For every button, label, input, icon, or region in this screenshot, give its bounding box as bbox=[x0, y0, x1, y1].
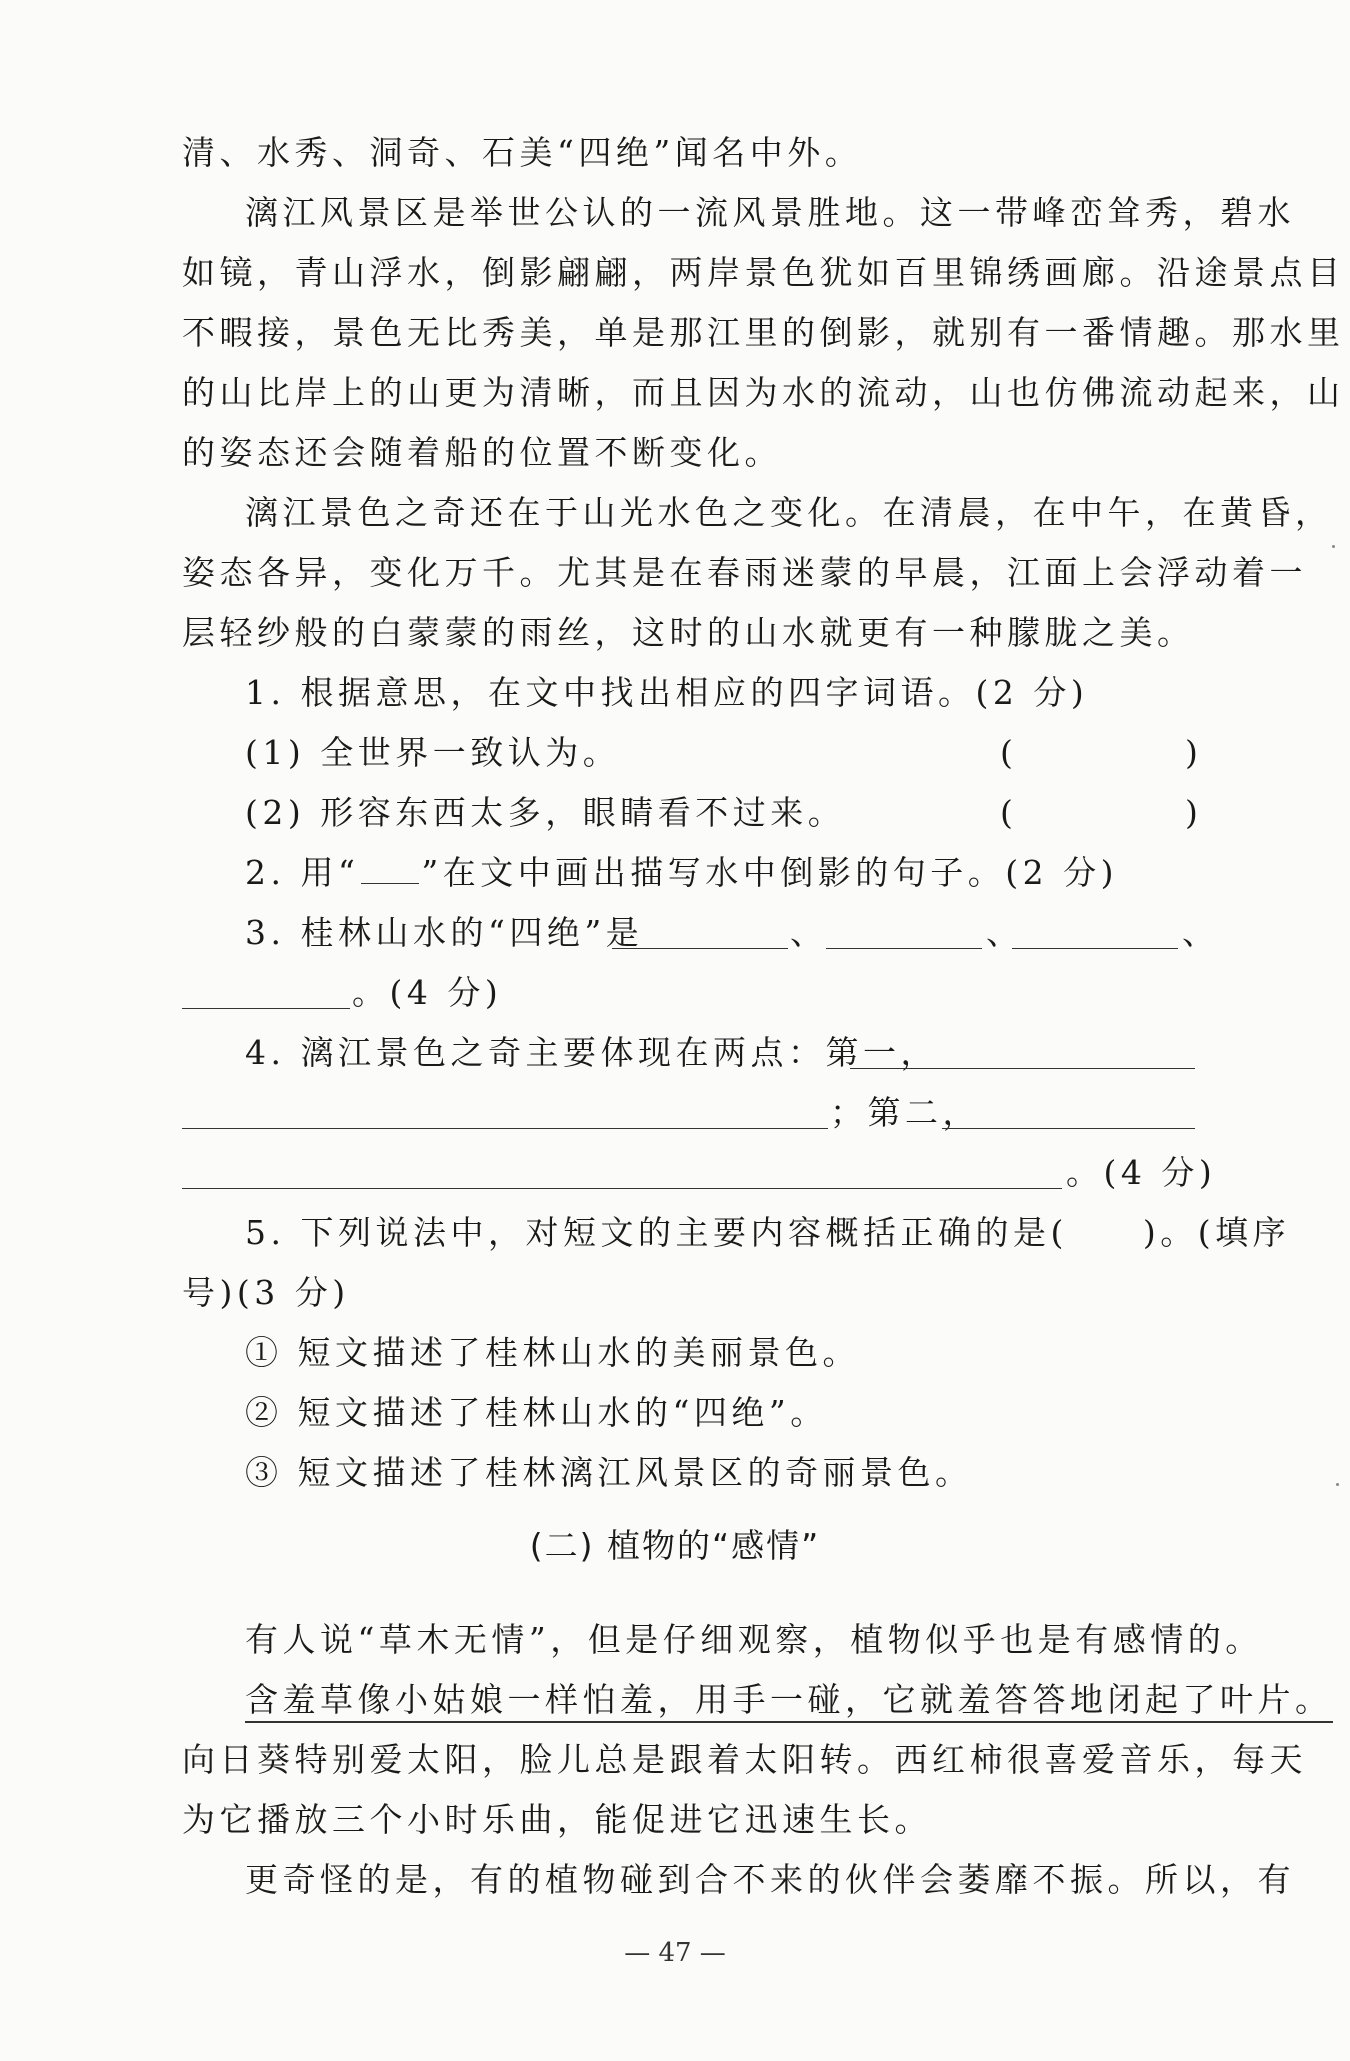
question-3: 3. 桂林山水的“四绝”是 bbox=[245, 913, 644, 952]
passage-line: 漓江风景区是举世公认的一流风景胜地。这一带峰峦耸秀，碧水 bbox=[245, 193, 1295, 232]
question-4-score: 。(4 分) bbox=[1066, 1153, 1217, 1192]
option-1: ① 短文描述了桂林山水的美丽景色。 bbox=[245, 1333, 860, 1372]
answer-blank[interactable] bbox=[942, 1128, 1195, 1129]
passage-line: 的山比岸上的山更为清晰，而且因为水的流动，山也仿佛流动起来，山 bbox=[182, 373, 1345, 412]
option-3: ③ 短文描述了桂林漓江风景区的奇丽景色。 bbox=[245, 1453, 973, 1492]
section-title: (二) 植物的“感情” bbox=[529, 1526, 821, 1565]
question-4: 4. 漓江景色之奇主要体现在两点：第一， bbox=[245, 1033, 938, 1072]
question-1-item-2: (2) 形容东西太多，眼睛看不过来。 bbox=[245, 793, 846, 832]
question-2-suffix: ”在文中画出描写水中倒影的句子。(2 分) bbox=[421, 853, 1118, 892]
passage-line: 姿态各异，变化万千。尤其是在春雨迷蒙的早晨，江面上会浮动着一 bbox=[182, 553, 1307, 592]
question-4-second: ；第二， bbox=[830, 1093, 980, 1132]
passage-line: 漓江景色之奇还在于山光水色之变化。在清晨，在中午，在黄昏， bbox=[245, 493, 1333, 532]
underline-sample bbox=[361, 882, 419, 884]
scan-speck bbox=[1336, 1483, 1339, 1486]
question-2 bbox=[245, 853, 1118, 893]
question-1-item-1: (1) 全世界一致认为。 bbox=[245, 733, 621, 772]
passage-line: 不暇接，景色无比秀美，单是那江里的倒影，就别有一番情趣。那水里 bbox=[182, 313, 1345, 352]
page-number: — 47 — bbox=[624, 1938, 726, 1968]
question-5: 5. 下列说法中，对短文的主要内容概括正确的是( )。(填序 bbox=[245, 1213, 1291, 1252]
passage-line: 如镜，青山浮水，倒影翩翩，两岸景色犹如百里锦绣画廊。沿途景点目 bbox=[182, 253, 1345, 292]
passage-line: 的姿态还会随着船的位置不断变化。 bbox=[182, 433, 782, 472]
scan-speck bbox=[1332, 545, 1335, 548]
underlined-sentence bbox=[245, 1680, 1333, 1720]
separator: 、 bbox=[790, 913, 823, 952]
passage-line: 有人说“草木无情”，但是仔细观察，植物似乎也是有感情的。 bbox=[245, 1620, 1263, 1659]
answer-blank[interactable] bbox=[182, 1188, 1062, 1189]
passage-line: 为它播放三个小时乐曲，能促进它迅速生长。 bbox=[182, 1800, 932, 1839]
underlined-text: 含羞草像小姑娘一样怕羞，用手一碰，它就羞答答地闭起了叶片。 bbox=[245, 1680, 1333, 1723]
option-2: ② 短文描述了桂林山水的“四绝”。 bbox=[245, 1393, 828, 1432]
answer-blank[interactable] bbox=[612, 948, 788, 949]
answer-paren-close: ) bbox=[1185, 793, 1198, 832]
answer-paren-close: ) bbox=[1185, 733, 1198, 772]
answer-blank[interactable] bbox=[850, 1068, 1195, 1069]
passage-line: 向日葵特别爱太阳，脸儿总是跟着太阳转。西红柿很喜爱音乐，每天 bbox=[182, 1740, 1307, 1779]
passage-line: 层轻纱般的白蒙蒙的雨丝，这时的山水就更有一种朦胧之美。 bbox=[182, 613, 1195, 652]
passage-line: 清、水秀、洞奇、石美“四绝”闻名中外。 bbox=[182, 133, 863, 172]
question-1: 1. 根据意思，在文中找出相应的四字词语。(2 分) bbox=[245, 673, 1089, 712]
answer-paren-open: ( bbox=[1000, 793, 1013, 832]
separator: 、 bbox=[1182, 913, 1215, 952]
answer-blank[interactable] bbox=[182, 1128, 828, 1129]
question-5-cont: 号)(3 分) bbox=[182, 1273, 350, 1312]
answer-blank[interactable] bbox=[1012, 948, 1178, 949]
passage-line: 更奇怪的是，有的植物碰到合不来的伙伴会萎靡不振。所以，有 bbox=[245, 1860, 1295, 1899]
answer-blank[interactable] bbox=[826, 948, 982, 949]
separator: 、 bbox=[986, 913, 1019, 952]
answer-paren-open: ( bbox=[1000, 733, 1013, 772]
question-3-score: 。(4 分) bbox=[352, 973, 503, 1012]
question-2-prefix: 2. 用“ bbox=[245, 853, 360, 892]
answer-blank[interactable] bbox=[182, 1008, 350, 1009]
